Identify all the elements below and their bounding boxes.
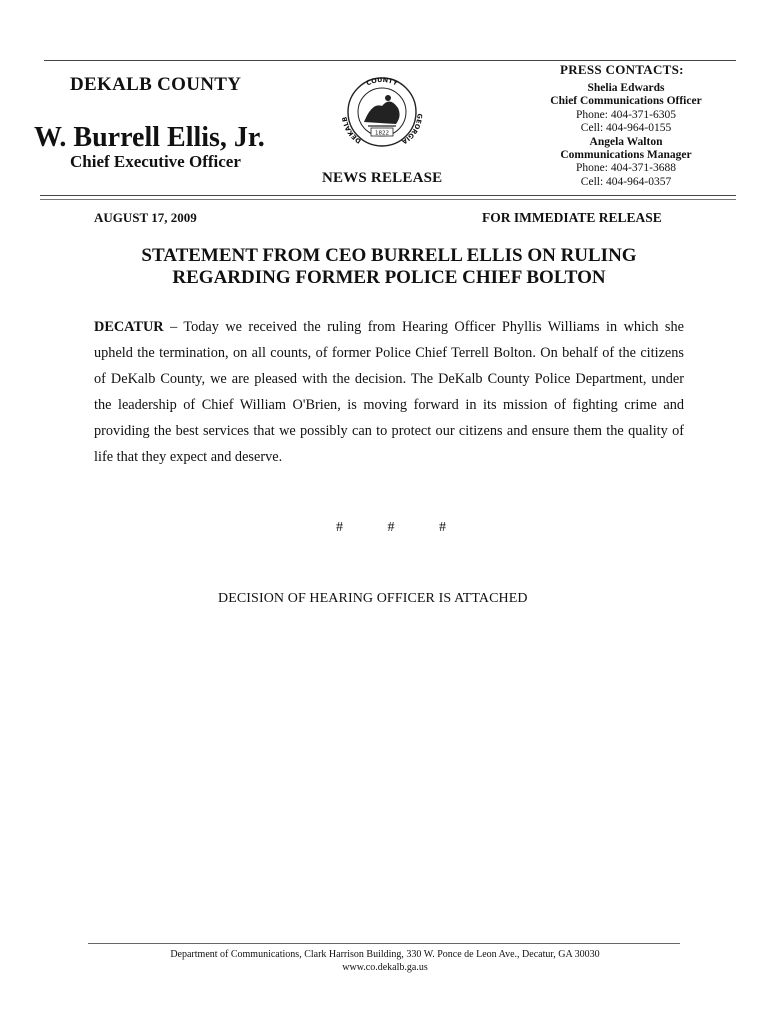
county-name: DEKALB COUNTY	[70, 74, 242, 95]
news-release-label: NEWS RELEASE	[322, 170, 443, 186]
seal-top-text: COUNTY	[365, 75, 399, 88]
header-top-rule	[44, 60, 736, 61]
body-paragraph	[94, 314, 684, 470]
footer-website: www.co.dekalb.ga.us	[342, 962, 428, 973]
release-type: FOR IMMEDIATE RELEASE	[482, 210, 662, 225]
contact-name: Angela Walton	[589, 135, 663, 148]
contact-title: Communications Manager	[560, 149, 692, 162]
dateline-city: DECATUR	[94, 319, 164, 335]
seal-left-text: DEKALB	[340, 116, 363, 146]
headline	[90, 245, 688, 289]
footer	[90, 948, 680, 974]
contact-phone: Phone: 404-371-6305	[576, 108, 676, 121]
body-text: – Today we received the ruling from Hearing Officer Phyllis Williams in which she upheld the termination, on all counts, of former Police Chief Terrell Bolton. On behalf of the citizens of DeKalb County, we are pleased with the decision. The DeKalb County Police Department, under the leadership of Chief William O'Brien, is moving forward in its mission of fighting crime and providing the best services that we possibly can to protect our citizens and ensure them the quality of life that they expect and deserve.	[94, 319, 684, 465]
headline-line-2: REGARDING FORMER POLICE CHIEF BOLTON	[172, 267, 606, 288]
attachment-note: DECISION OF HEARING OFFICER IS ATTACHED	[218, 591, 528, 606]
header-bottom-rule	[40, 195, 736, 196]
contact-title: Chief Communications Officer	[550, 95, 702, 108]
press-contacts-heading: PRESS CONTACTS:	[560, 62, 684, 77]
contact-phone: Phone: 404-371-3688	[576, 162, 676, 175]
contact-cell: Cell: 404-964-0155	[580, 122, 672, 135]
svg-text:COUNTY	[365, 76, 399, 88]
seal-year: 1822	[375, 130, 389, 137]
contact-name: Shelia Edwards	[587, 82, 665, 94]
release-date: AUGUST 17, 2009	[94, 210, 197, 225]
ceo-title: Chief Executive Officer	[70, 152, 241, 171]
end-mark: #	[439, 520, 446, 535]
end-marks	[336, 520, 446, 536]
press-contacts-list	[520, 82, 732, 189]
end-mark: #	[387, 520, 395, 535]
ceo-name: W. Burrell Ellis, Jr.	[34, 122, 265, 153]
headline-line-1: STATEMENT FROM CEO BURRELL ELLIS ON RULING	[141, 245, 637, 266]
end-mark: #	[336, 520, 343, 535]
county-seal-icon	[338, 72, 426, 152]
seal-right-text: GEORGIA	[400, 113, 424, 146]
footer-rule	[88, 943, 680, 944]
header-bottom-rule-2	[40, 199, 736, 200]
svg-text:GEORGIA	[400, 113, 423, 146]
footer-address: Department of Communications, Clark Harrison Building, 330 W. Ponce de Leon Ave., Decatur, GA 30030	[170, 949, 600, 960]
contact-cell: Cell: 404-964-0357	[580, 175, 672, 188]
